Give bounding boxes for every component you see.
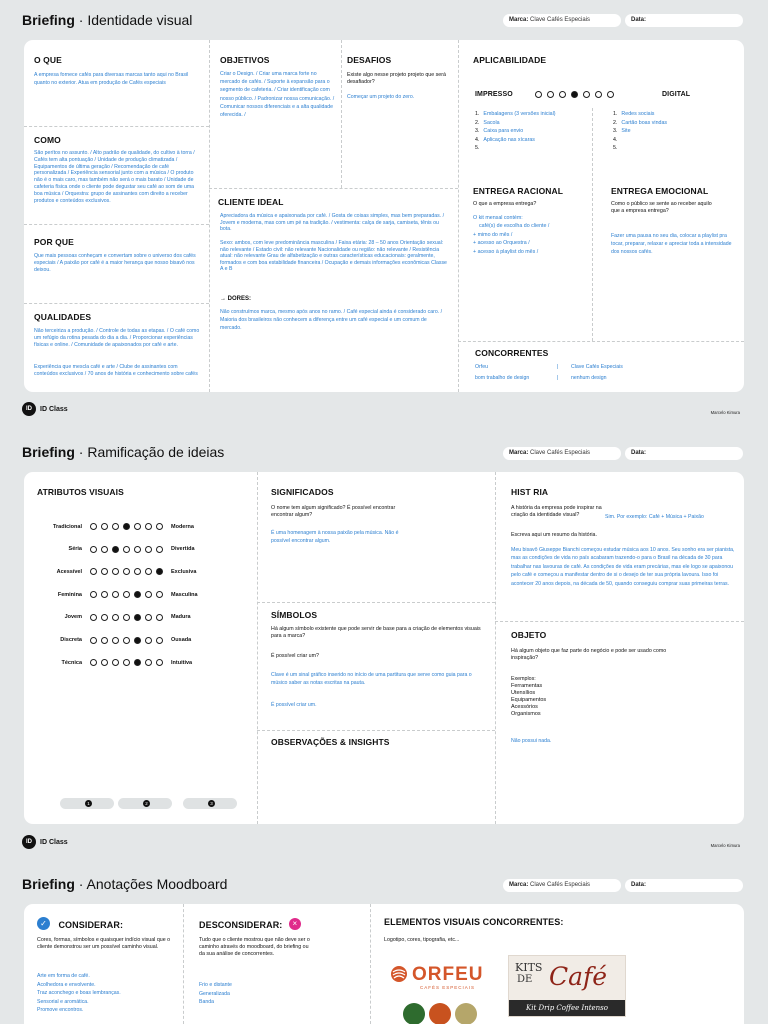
scale-dot[interactable] <box>90 637 97 644</box>
scale-dot[interactable] <box>134 568 141 575</box>
page3-data-field[interactable]: Data: <box>625 879 743 892</box>
cliente-heading: CLIENTE IDEAL <box>218 197 284 207</box>
attribute-right-label: Masculina <box>171 591 198 598</box>
impresso-list <box>475 110 587 153</box>
attribute-left-label: Técnica <box>61 659 82 666</box>
significados-heading: SIGNIFICADOS <box>271 487 334 497</box>
digital-item: 4. <box>613 136 618 143</box>
scale-dot[interactable] <box>101 614 108 621</box>
scale-dot[interactable] <box>123 637 130 644</box>
x-icon: × <box>289 918 301 930</box>
considerar-item: Traz aconchego e boas lembranças. <box>37 990 121 997</box>
simbolos-text: Clave é um sinal gráfico inserido no início de uma partitura que serve como guia para o músico saber as notas escritas na pauta. <box>271 672 472 686</box>
attribute-right-label: Intuitiva <box>171 659 193 666</box>
elementos-heading: ELEMENTOS VISUAIS CONCORRENTES: <box>384 917 564 927</box>
attribute-scale[interactable] <box>90 591 163 598</box>
attribute-row <box>34 614 191 621</box>
porque-text: Que mais pessoas conheçam e convertam sobre o universo dos cafés especiais / A paixão por café é a maior herança que nosso bisavô nos deixou. <box>34 253 196 273</box>
scale-dot[interactable] <box>123 614 130 621</box>
scale-dot[interactable] <box>547 91 554 98</box>
scale-dot[interactable] <box>112 637 119 644</box>
example-item: Organismos <box>511 710 541 717</box>
digital-item: 5. <box>613 145 618 152</box>
scale-dot[interactable] <box>134 546 141 553</box>
scale-dot[interactable] <box>145 591 152 598</box>
attribute-scale[interactable] <box>90 659 163 666</box>
digital-label: DIGITAL <box>662 91 691 98</box>
objetivos-text: Criar o Design. / Criar uma marca forte no mercado de cafés. / Suporte à expansão para o segmento de cafeteria. / Criar identificação com nosso público. / Padronizar nossa comunicação. / Comunicar nossos diferenciais e a alta qualidade oferecida. / <box>220 71 335 119</box>
attribute-left-label: Tradicional <box>52 523 82 530</box>
attr-pill-2[interactable]: 2 <box>118 798 172 809</box>
cliente-text2: Sexo: ambos, com leve predominância masculina / Faixa etária: 28 – 50 anos Orientação sexual: não relevante / Estado civil: não relevante Nacionalidade ou região: não relevante / Resistência atual: não relevante Grau de alfabetização e outras características educacionais: geralmente, formados e com boa estabilidade financeira / Ocupação e demais informações econômicas Classe A e B <box>220 240 447 273</box>
color-swatch <box>429 1003 451 1024</box>
scale-dot[interactable] <box>134 591 141 598</box>
significados-text: É uma homenagem à nossa paixão pela música. Não é possível encontrar algum. <box>271 530 399 544</box>
scale-dot[interactable] <box>145 568 152 575</box>
scale-dot[interactable] <box>134 637 141 644</box>
desconsiderar-item: Banda <box>199 999 215 1006</box>
scale-dot[interactable] <box>112 614 119 621</box>
scale-dot[interactable] <box>134 659 141 666</box>
impresso-item: 3. Caixa para envio <box>475 128 524 135</box>
page3-subtitle: · Anotações Moodboard <box>78 876 228 892</box>
scale-dot[interactable] <box>90 591 97 598</box>
scale-dot[interactable] <box>607 91 614 98</box>
digital-item: 2. Cartão boas vindas <box>613 119 668 126</box>
scale-dot[interactable] <box>90 614 97 621</box>
racional-line: + acesso à playlist do mês / <box>473 248 539 255</box>
attribute-row <box>34 546 195 553</box>
scale-dot[interactable] <box>101 568 108 575</box>
scale-dot[interactable] <box>145 523 152 530</box>
scale-dot[interactable] <box>123 659 130 666</box>
cliente-text1: Apreciadora da música e apaixonada por café. / Gosta de coisas simples, mas bem preparadas. / Jovem e moderna, mas com um pé na tradição. / vestimenta: calça de sarja, camiseta, tênis ou bota. <box>220 213 445 233</box>
impresso-item: 2. Sacola <box>475 119 500 126</box>
considerar-item: Acolhedora e envolvente. <box>37 981 96 988</box>
attribute-row <box>34 659 192 666</box>
dores-text: Não construímos marca, mesmo após anos no ramo. / Café especial ainda é considerado caro. / Maioria dos brasileiros não conhecem a diferença entre um café especial e um comum de mercado. <box>220 309 443 332</box>
scale-dot[interactable] <box>156 591 163 598</box>
racional-line: + mimo do mês / <box>473 231 513 238</box>
page1-title: Briefing <box>22 12 75 28</box>
concorrente-2: bom trabalho de design <box>475 375 530 381</box>
page2-marca-field[interactable]: Marca: Clave Cafés Especiais <box>503 447 621 460</box>
attribute-left-label: Séria <box>68 546 82 553</box>
scale-dot[interactable] <box>101 523 108 530</box>
attribute-scale[interactable] <box>90 637 163 644</box>
historia-question: A história da empresa pode inspirar na criação da identidade visual? <box>511 505 602 518</box>
objeto-text: Não possui nada. <box>511 738 552 744</box>
atributos-heading: ATRIBUTOS VISUAIS <box>37 487 124 497</box>
scale-dot[interactable] <box>156 546 163 553</box>
scale-dot[interactable] <box>90 568 97 575</box>
scale-dot[interactable] <box>156 523 163 530</box>
orfeu-subtitle: CAFÉS ESPECIAIS <box>420 985 476 990</box>
example-item: Equipamentos <box>511 696 547 703</box>
scale-dot[interactable] <box>134 614 141 621</box>
attribute-left-label: Jovem <box>64 614 82 621</box>
page2-subtitle: · Ramificação de ideias <box>78 444 225 460</box>
objeto-examples-list <box>511 683 546 718</box>
scale-dot[interactable] <box>123 546 130 553</box>
historia-answer: Sim. Por exemplo: Café + Música + Paixão <box>605 514 704 520</box>
digital-item: 3. Site <box>613 128 631 135</box>
dores-label: → DORES: <box>220 296 252 302</box>
simbolos-text2: É possível criar um. <box>271 702 317 708</box>
elementos-question: Logotipo, cores, tipografia, etc... <box>384 937 460 943</box>
emocional-heading: ENTREGA EMOCIONAL <box>611 186 709 196</box>
concorrente-1: Orfeu <box>475 364 488 370</box>
scale-dot[interactable] <box>156 659 163 666</box>
historia-text: Meu bisavô Giuseppe Bianchi começou estudar música aos 10 anos. Seu sonho era ser pianista, mas as condições de vida no país acabaram trazendo-o para o Brasil na década de 30 para trabalhar nas lavouras de café. As condições de vida eram precárias, mas ele logo se apaixonou pelo café e começou a manifestar dentro de si o desejo de ter sua própria lavoura. Isso foi acontecer 20 anos depois, na década de 50, quando conseguiu comprar suas primeiras terras. <box>511 547 735 587</box>
attribute-right-label: Madura <box>171 614 191 621</box>
concorrente-2-compare: nenhum design <box>571 375 607 381</box>
attribute-right-label: Exclusiva <box>171 568 197 575</box>
kits-de-cafe-logo: KITS DE Café Kit Drip Coffee Intenso <box>508 955 626 1017</box>
impresso-label: IMPRESSO <box>475 91 513 98</box>
page2-data-field[interactable]: Data: <box>625 447 743 460</box>
como-heading: COMO <box>34 135 61 145</box>
scale-dot[interactable] <box>134 523 141 530</box>
desconsiderar-list <box>199 981 232 1007</box>
scale-dot[interactable] <box>571 91 578 98</box>
scale-dot[interactable] <box>90 523 97 530</box>
qualidades-text1: Não terceiriza a produção. / Controle de todas as etapas. / O café como um refúgio da rotina pesada do dia a dia. / Proporcionar experiências físicas e online. / Comunidade de apaixonados por café e arte. <box>34 328 200 348</box>
scale-dot[interactable] <box>559 91 566 98</box>
attribute-row <box>34 523 194 530</box>
attribute-scale[interactable] <box>90 614 163 621</box>
attribute-row <box>34 591 198 598</box>
scale-dot[interactable] <box>101 546 108 553</box>
page2-footer-brand: ID ID Class <box>22 835 68 849</box>
scale-dot[interactable] <box>595 91 602 98</box>
considerar-heading: CONSIDERAR: <box>58 920 124 930</box>
attribute-scale[interactable] <box>90 546 163 553</box>
scale-dot[interactable] <box>112 659 119 666</box>
considerar-item: Sensorial e aromática. <box>37 998 89 1005</box>
considerar-list <box>37 972 121 1015</box>
scale-dot[interactable] <box>90 546 97 553</box>
considerar-question: Cores, formas, símbolos e quaisquer indício visual que o cliente demonstrou ser um possível caminho visual. <box>37 937 171 950</box>
attribute-right-label: Divertida <box>171 546 195 553</box>
considerar-item: Arte em forma de café. <box>37 973 90 979</box>
example-item: Ferramentas <box>511 683 543 689</box>
example-item: Acessórios <box>511 703 538 710</box>
simbolos-question2: É possível criar um? <box>271 653 319 659</box>
scale-dot[interactable] <box>123 591 130 598</box>
attribute-row <box>34 637 191 644</box>
racional-line: O kit mensal contém: <box>473 215 523 221</box>
objeto-question: Há algum objeto que faz parte do negócio e pode ser usado como inspiração? <box>511 648 667 661</box>
scale-dot[interactable] <box>90 659 97 666</box>
page2-footer-author: Marcelo Kimura <box>710 843 740 848</box>
oque-text: A empresa fornece cafés para diversas marcas tanto aqui no Brasil quanto no exterior. Atua em produção de Cafés especiais <box>34 72 189 86</box>
page3-title: Briefing <box>22 876 75 892</box>
attribute-right-label: Ousada <box>171 637 192 643</box>
desconsiderar-item: Frio e distante <box>199 982 232 988</box>
scale-dot[interactable] <box>535 91 542 98</box>
desconsiderar-item: Generalizada <box>199 990 230 997</box>
idclass-logo-icon: ID <box>22 835 36 849</box>
scale-dot[interactable] <box>101 659 108 666</box>
desconsiderar-question: Tudo que o cliente mostrou que não deve ser o caminho através do moodboard, do briefing ou da sua análise de concorrentes. <box>199 937 310 957</box>
page1-subtitle: · Identidade visual <box>78 12 193 28</box>
page3-marca-field[interactable]: Marca: Clave Cafés Especiais <box>503 879 621 892</box>
aplic-heading: APLICABILIDADE <box>473 55 547 65</box>
page2-header <box>22 444 224 460</box>
page1-header <box>22 12 192 28</box>
aplicabilidade-scale[interactable] <box>535 91 614 98</box>
orfeu-logo <box>390 962 502 992</box>
objeto-heading: OBJETO <box>511 630 547 640</box>
scale-dot[interactable] <box>145 637 152 644</box>
scale-dot[interactable] <box>145 546 152 553</box>
impresso-item: 5. <box>475 145 480 152</box>
orfeu-mark-icon <box>390 965 408 983</box>
desafios-question: Existe algo nesse projeto projeto que será desafiador? <box>347 72 446 85</box>
color-swatch <box>403 1003 425 1024</box>
idclass-logo-icon: ID <box>22 402 36 416</box>
concorrente-1-compare: Clave Cafés Especiais <box>571 364 623 370</box>
considerar-item: Promove encontros. <box>37 1007 84 1014</box>
example-item: Utensílios <box>511 689 536 696</box>
attribute-scale[interactable] <box>90 523 163 530</box>
scale-dot[interactable] <box>112 568 119 575</box>
page1-marca-field[interactable]: Marca: Clave Cafés Especiais <box>503 14 621 27</box>
check-icon: ✓ <box>37 917 50 930</box>
scale-dot[interactable] <box>123 568 130 575</box>
objeto-examples-label: Exemplos: <box>511 676 536 682</box>
scale-dot[interactable] <box>101 591 108 598</box>
como-text: São perítos no assunto. / Alto padrão de qualidade, do cultivo à torra / Cafés tem alta pontuação / Unidade de produção climatizada / Equipamentos de última geração / Recomendação de café personalizada / Experiência sensorial junto com a música / O produto não é o mais caro, mas também não será o mais barato / Unidade de cafeteria física onde o cliente pode degustar seu café ao som de uma boa música / Orquestra: grupo de assinantes com direito a receber produtos e conteúdos exclusivos. <box>34 150 195 204</box>
desafios-heading: DESAFIOS <box>347 55 392 65</box>
attribute-left-label: Acessível <box>56 568 82 575</box>
page1-data-field[interactable]: Data: <box>625 14 743 27</box>
historia-heading: HIST RIA <box>511 487 549 497</box>
scale-dot[interactable] <box>156 568 163 575</box>
desconsiderar-heading: DESCONSIDERAR: <box>199 920 283 930</box>
attribute-row <box>34 568 196 575</box>
qualidades-heading: QUALIDADES <box>34 312 92 322</box>
simbolos-question: Há algum símbolo existente que pode servir de base para a criação de elementos visuais para a marca? <box>271 626 481 639</box>
obs-heading: OBSERVAÇÕES & INSIGHTS <box>271 737 390 747</box>
scale-dot[interactable] <box>145 614 152 621</box>
color-swatch <box>455 1003 477 1024</box>
attribute-right-label: Moderna <box>171 523 194 530</box>
scale-dot[interactable] <box>112 523 119 530</box>
page2-title: Briefing <box>22 444 75 460</box>
racional-question: O que a empresa entrega? <box>473 201 537 207</box>
desafios-text: Começar um projeto do zero. <box>347 94 415 100</box>
scale-dot[interactable] <box>112 546 119 553</box>
scale-dot[interactable] <box>112 591 119 598</box>
attr-pill-1[interactable]: 1 <box>60 798 114 809</box>
simbolos-heading: SÍMBOLOS <box>271 610 318 620</box>
oque-heading: O QUE <box>34 55 62 65</box>
impresso-item: 4. Aplicação nas xícaras <box>475 136 535 143</box>
racional-line: café(s) de escolha do cliente / <box>479 223 550 230</box>
impresso-item: 1. Embalagens (3 versões inicial) <box>475 111 556 117</box>
orfeu-wordmark: ORFEU <box>412 964 484 985</box>
scale-dot[interactable] <box>156 637 163 644</box>
digital-list <box>613 110 725 153</box>
emocional-question: Como o público se sente ao receber aquilo que a empresa entrega? <box>611 201 712 214</box>
page1-marca-value: Clave Cafés Especiais <box>530 17 591 23</box>
significados-question: O nome tem algum significado? É possível encontrar encontrar algum? <box>271 505 396 518</box>
page1-footer-brand: ID ID Class <box>22 402 68 416</box>
historia-question2: Escreva aqui um resumo da história. <box>511 532 597 538</box>
page1-footer-author: Marcelo Kimura <box>710 410 740 415</box>
attribute-left-label: Feminina <box>57 591 82 598</box>
attribute-left-label: Discreta <box>60 637 82 643</box>
scale-dot[interactable] <box>156 614 163 621</box>
scale-dot[interactable] <box>583 91 590 98</box>
scale-dot[interactable] <box>145 659 152 666</box>
objetivos-heading: OBJETIVOS <box>220 55 270 65</box>
attr-pill-3[interactable]: 3 <box>183 798 237 809</box>
porque-heading: POR QUE <box>34 237 74 247</box>
emocional-text: Fazer uma pausa no seu dia, colocar a playlist pra tocar, preparar, relaxar e apreciar toda a intensidade dos nossos cafés. <box>611 233 732 256</box>
color-swatches <box>403 1003 477 1024</box>
racional-heading: ENTREGA RACIONAL <box>473 186 564 196</box>
scale-dot[interactable] <box>101 637 108 644</box>
attribute-scale[interactable] <box>90 568 163 575</box>
concorrentes-heading: CONCORRENTES <box>475 348 549 358</box>
page3-header <box>22 876 227 892</box>
racional-list <box>473 214 588 256</box>
scale-dot[interactable] <box>123 523 130 530</box>
digital-item: 1. Redes sociais <box>613 111 655 117</box>
qualidades-text2: Experiência que mescla café e arte / Clube de assinantes com conteúdos exclusivos / 70 anos de história e conhecimento sobre cafés <box>34 364 198 377</box>
racional-line: + acesso ao Orquestra / <box>473 240 530 247</box>
